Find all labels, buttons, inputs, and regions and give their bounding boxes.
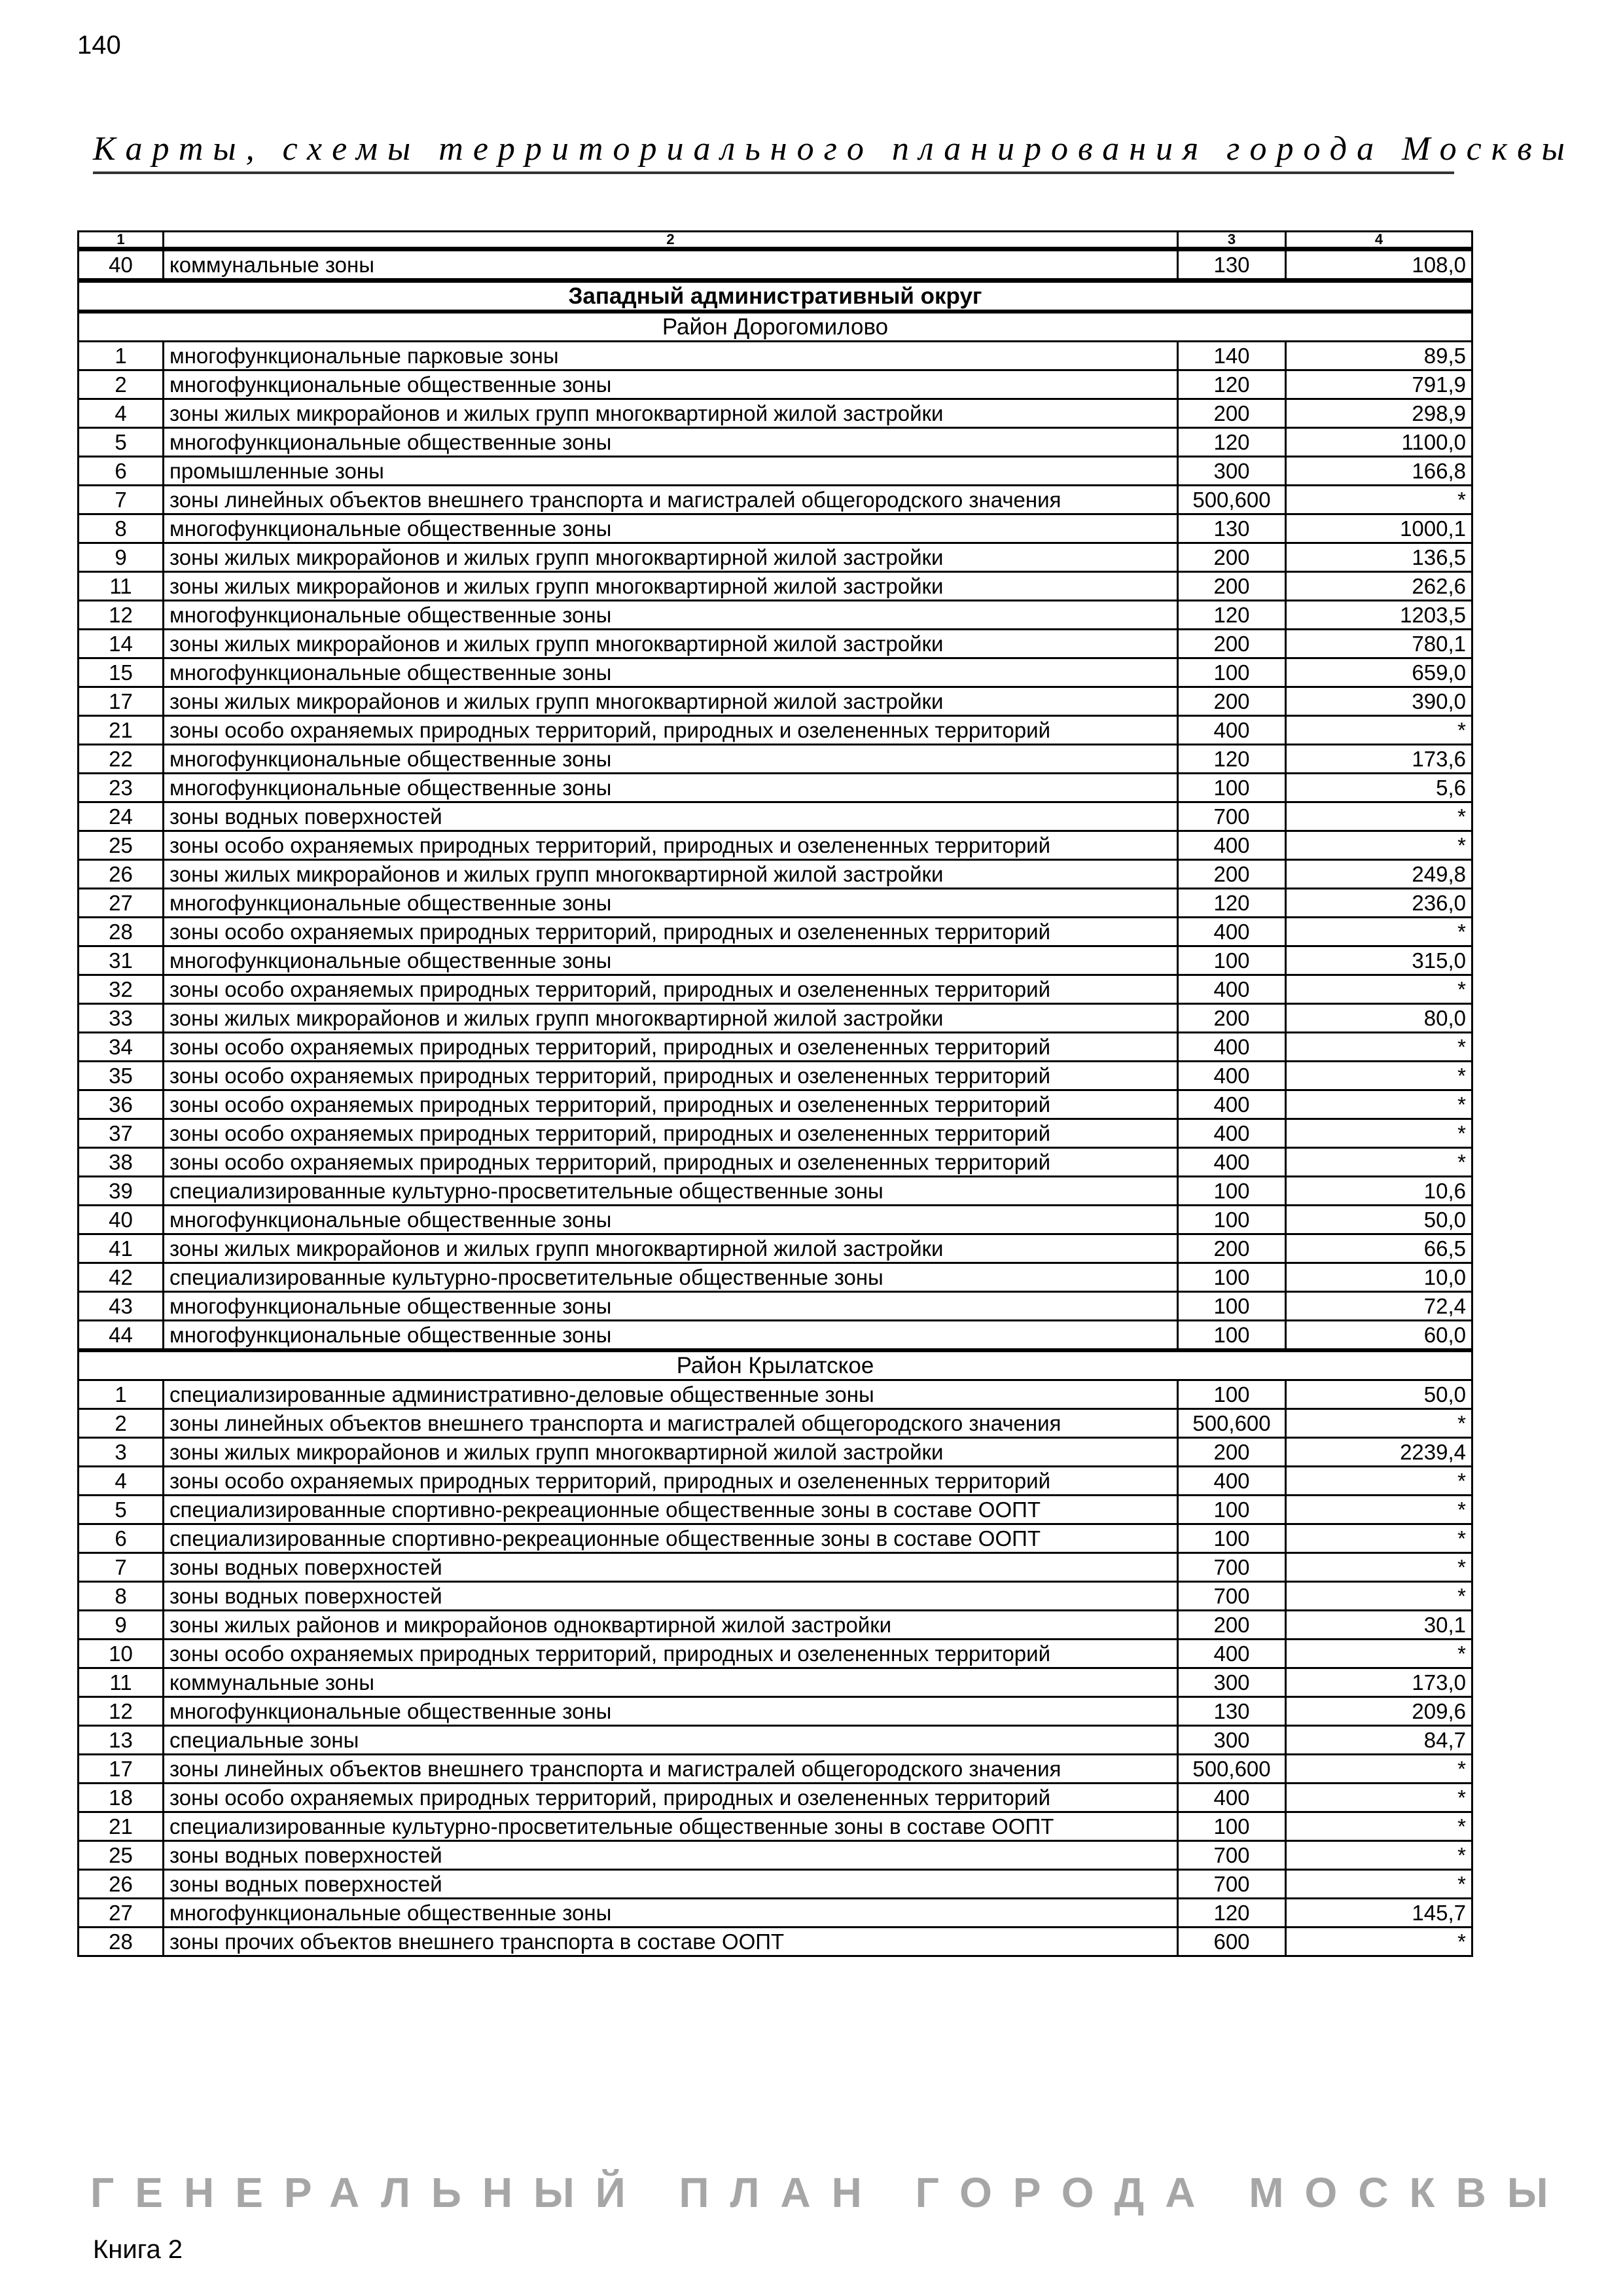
zone-area: 315,0 [1286, 946, 1472, 975]
zone-name: коммунальные зоны [164, 249, 1178, 281]
zone-area: * [1286, 1928, 1472, 1956]
zone-code: 200 [1178, 687, 1286, 716]
table-row [79, 1582, 1472, 1611]
zone-area: 166,8 [1286, 457, 1472, 486]
zone-area: * [1286, 1812, 1472, 1841]
zone-name: зоны особо охраняемых природных территорий, природных и озелененных территорий [164, 1090, 1178, 1119]
zone-code: 100 [1178, 946, 1286, 975]
zone-area: * [1286, 1553, 1472, 1582]
table-row [79, 1380, 1472, 1409]
table-row [79, 1524, 1472, 1553]
running-header: Карты, схемы территориального планирования города Москвы [93, 130, 1575, 168]
zone-name: зоны жилых районов и микрорайонов одноквартирной жилой застройки [164, 1611, 1178, 1640]
table-row [79, 1841, 1472, 1870]
table-row [79, 1409, 1472, 1438]
zone-area: 1100,0 [1286, 428, 1472, 457]
zone-area: * [1286, 1755, 1472, 1784]
zone-code: 400 [1178, 1062, 1286, 1090]
zone-name: коммунальные зоны [164, 1668, 1178, 1697]
table-row [79, 1812, 1472, 1841]
zone-code: 130 [1178, 249, 1286, 281]
zone-code: 200 [1178, 543, 1286, 572]
zone-area: * [1286, 1582, 1472, 1611]
zone-area: 780,1 [1286, 630, 1472, 658]
row-number: 25 [79, 831, 164, 860]
zone-area: * [1286, 1090, 1472, 1119]
zone-area: * [1286, 802, 1472, 831]
row-number: 38 [79, 1148, 164, 1177]
zone-name: многофункциональные общественные зоны [164, 428, 1178, 457]
zone-name: многофункциональные общественные зоны [164, 1899, 1178, 1928]
row-number: 17 [79, 687, 164, 716]
zone-area: 5,6 [1286, 774, 1472, 802]
zone-name: зоны водных поверхностей [164, 1870, 1178, 1899]
zone-code: 120 [1178, 601, 1286, 630]
row-number: 8 [79, 514, 164, 543]
footer-book-label: Книга 2 [93, 2235, 183, 2264]
zone-code: 100 [1178, 1524, 1286, 1553]
row-number: 17 [79, 1755, 164, 1784]
table-row [79, 687, 1472, 716]
row-number: 21 [79, 716, 164, 745]
zone-code: 130 [1178, 1697, 1286, 1726]
zone-area: * [1286, 1841, 1472, 1870]
zone-code: 400 [1178, 1148, 1286, 1177]
table-row [79, 860, 1472, 889]
row-number: 28 [79, 1928, 164, 1956]
table-row [79, 1234, 1472, 1263]
zone-code: 200 [1178, 1234, 1286, 1263]
zone-name: зоны особо охраняемых природных территорий, природных и озелененных территорий [164, 1062, 1178, 1090]
row-number: 43 [79, 1292, 164, 1321]
zone-area: 60,0 [1286, 1321, 1472, 1351]
zone-area: 80,0 [1286, 1004, 1472, 1033]
zone-code: 500,600 [1178, 486, 1286, 514]
row-number: 24 [79, 802, 164, 831]
row-number: 44 [79, 1321, 164, 1351]
table-row [79, 249, 1472, 281]
zone-name: многофункциональные парковые зоны [164, 342, 1178, 370]
zone-name: зоны водных поверхностей [164, 1841, 1178, 1870]
zone-code: 200 [1178, 630, 1286, 658]
zone-name: специализированные культурно-просветительные общественные зоны [164, 1263, 1178, 1292]
zone-area: 66,5 [1286, 1234, 1472, 1263]
row-number: 34 [79, 1033, 164, 1062]
zone-code: 130 [1178, 514, 1286, 543]
zone-area: 173,0 [1286, 1668, 1472, 1697]
district-title-row [79, 1350, 1472, 1380]
zone-name: зоны особо охраняемых природных территорий, природных и озелененных территорий [164, 1640, 1178, 1668]
table-row [79, 975, 1472, 1004]
zone-code: 200 [1178, 1004, 1286, 1033]
table-row [79, 1784, 1472, 1812]
zone-code: 100 [1178, 658, 1286, 687]
zone-name: специализированные административно-деловые общественные зоны [164, 1380, 1178, 1409]
row-number: 22 [79, 745, 164, 774]
district-title-row [79, 312, 1472, 342]
zone-area: 136,5 [1286, 543, 1472, 572]
zone-code: 120 [1178, 428, 1286, 457]
zone-code: 100 [1178, 1812, 1286, 1841]
row-number: 1 [79, 1380, 164, 1409]
zone-area: 84,7 [1286, 1726, 1472, 1755]
zone-code: 100 [1178, 1206, 1286, 1234]
zone-name: зоны жилых микрорайонов и жилых групп многоквартирной жилой застройки [164, 543, 1178, 572]
column-header-2: 2 [164, 232, 1178, 249]
zone-name: зоны жилых микрорайонов и жилых групп многоквартирной жилой застройки [164, 399, 1178, 428]
zone-name: зоны особо охраняемых природных территорий, природных и озелененных территорий [164, 1148, 1178, 1177]
row-number: 39 [79, 1177, 164, 1206]
zone-area: 2239,4 [1286, 1438, 1472, 1467]
row-number: 26 [79, 860, 164, 889]
zone-area: * [1286, 1870, 1472, 1899]
table-row [79, 370, 1472, 399]
table-row [79, 1467, 1472, 1496]
zone-name: зоны водных поверхностей [164, 802, 1178, 831]
table-row [79, 889, 1472, 918]
table-row [79, 918, 1472, 946]
zone-area: * [1286, 1409, 1472, 1438]
zone-code: 100 [1178, 1496, 1286, 1524]
table-row [79, 1438, 1472, 1467]
table-row [79, 1004, 1472, 1033]
zone-name: зоны жилых микрорайонов и жилых групп многоквартирной жилой застройки [164, 1234, 1178, 1263]
table-row [79, 1928, 1472, 1956]
zone-name: зоны особо охраняемых природных территорий, природных и озелененных территорий [164, 918, 1178, 946]
table-row [79, 1755, 1472, 1784]
table-row [79, 1062, 1472, 1090]
row-number: 42 [79, 1263, 164, 1292]
zone-area: * [1286, 1467, 1472, 1496]
zone-name: зоны жилых микрорайонов и жилых групп многоквартирной жилой застройки [164, 572, 1178, 601]
zone-code: 100 [1178, 1292, 1286, 1321]
table-row [79, 543, 1472, 572]
zone-area: * [1286, 1496, 1472, 1524]
table-row [79, 1870, 1472, 1899]
column-header-row [79, 232, 1472, 249]
zone-name: зоны особо охраняемых природных территорий, природных и озелененных территорий [164, 1467, 1178, 1496]
table-row [79, 1206, 1472, 1234]
zone-area: 72,4 [1286, 1292, 1472, 1321]
row-number: 7 [79, 1553, 164, 1582]
row-number: 2 [79, 370, 164, 399]
table-row [79, 630, 1472, 658]
zone-code: 400 [1178, 716, 1286, 745]
row-number: 28 [79, 918, 164, 946]
row-number: 36 [79, 1090, 164, 1119]
table-row [79, 1496, 1472, 1524]
zone-code: 200 [1178, 399, 1286, 428]
district-title: Район Дорогомилово [79, 312, 1472, 342]
column-header-1: 1 [79, 232, 164, 249]
zone-name: промышленные зоны [164, 457, 1178, 486]
zone-area: * [1286, 1062, 1472, 1090]
zone-area: 1000,1 [1286, 514, 1472, 543]
row-number: 41 [79, 1234, 164, 1263]
zone-name: зоны водных поверхностей [164, 1553, 1178, 1582]
table-row [79, 658, 1472, 687]
zone-name: многофункциональные общественные зоны [164, 370, 1178, 399]
row-number: 13 [79, 1726, 164, 1755]
column-header-4: 4 [1286, 232, 1472, 249]
table-row [79, 1899, 1472, 1928]
zone-area: 262,6 [1286, 572, 1472, 601]
zone-area: 50,0 [1286, 1206, 1472, 1234]
zone-code: 200 [1178, 1438, 1286, 1467]
zone-name: многофункциональные общественные зоны [164, 1321, 1178, 1351]
zone-code: 300 [1178, 1668, 1286, 1697]
zone-name: зоны жилых микрорайонов и жилых групп многоквартирной жилой застройки [164, 860, 1178, 889]
zone-code: 700 [1178, 1582, 1286, 1611]
row-number: 3 [79, 1438, 164, 1467]
zone-name: зоны линейных объектов внешнего транспорта и магистралей общегородского значения [164, 486, 1178, 514]
row-number: 12 [79, 601, 164, 630]
row-number: 18 [79, 1784, 164, 1812]
footer-title: ГЕНЕРАЛЬНЫЙ ПЛАН ГОРОДА МОСКВЫ [90, 2169, 1569, 2216]
header-rule [93, 171, 1454, 174]
zone-code: 100 [1178, 1177, 1286, 1206]
zone-name: зоны жилых микрорайонов и жилых групп многоквартирной жилой застройки [164, 687, 1178, 716]
zone-name: зоны линейных объектов внешнего транспорта и магистралей общегородского значения [164, 1409, 1178, 1438]
row-number: 15 [79, 658, 164, 687]
zone-code: 120 [1178, 889, 1286, 918]
zone-name: многофункциональные общественные зоны [164, 514, 1178, 543]
row-number: 4 [79, 399, 164, 428]
zone-area: * [1286, 831, 1472, 860]
zone-name: многофункциональные общественные зоны [164, 1206, 1178, 1234]
zone-name: многофункциональные общественные зоны [164, 745, 1178, 774]
row-number: 21 [79, 1812, 164, 1841]
zone-area: 390,0 [1286, 687, 1472, 716]
zone-area: 298,9 [1286, 399, 1472, 428]
zone-code: 400 [1178, 1119, 1286, 1148]
zone-area: 236,0 [1286, 889, 1472, 918]
row-number: 9 [79, 1611, 164, 1640]
row-number: 27 [79, 889, 164, 918]
zone-code: 400 [1178, 1640, 1286, 1668]
zone-code: 300 [1178, 457, 1286, 486]
row-number: 14 [79, 630, 164, 658]
row-number: 9 [79, 543, 164, 572]
zone-name: многофункциональные общественные зоны [164, 601, 1178, 630]
row-number: 35 [79, 1062, 164, 1090]
row-number: 32 [79, 975, 164, 1004]
table-row [79, 802, 1472, 831]
table-row [79, 1726, 1472, 1755]
table-row [79, 601, 1472, 630]
table-row [79, 831, 1472, 860]
zone-area: * [1286, 486, 1472, 514]
table-row [79, 745, 1472, 774]
zone-area: 249,8 [1286, 860, 1472, 889]
table-row [79, 457, 1472, 486]
zone-area: 89,5 [1286, 342, 1472, 370]
zone-area: 30,1 [1286, 1611, 1472, 1640]
table-row [79, 946, 1472, 975]
table-row [79, 1033, 1472, 1062]
zone-area: 791,9 [1286, 370, 1472, 399]
zone-code: 400 [1178, 831, 1286, 860]
okrug-title-row [79, 281, 1472, 312]
table-row [79, 1321, 1472, 1351]
zone-area: 108,0 [1286, 249, 1472, 281]
zone-area: 659,0 [1286, 658, 1472, 687]
zone-name: зоны особо охраняемых природных территорий, природных и озелененных территорий [164, 975, 1178, 1004]
table-row [79, 486, 1472, 514]
zone-code: 500,600 [1178, 1409, 1286, 1438]
table-row [79, 514, 1472, 543]
row-number: 1 [79, 342, 164, 370]
zone-area: 145,7 [1286, 1899, 1472, 1928]
zone-name: зоны прочих объектов внешнего транспорта в составе ООПТ [164, 1928, 1178, 1956]
row-number: 7 [79, 486, 164, 514]
zone-code: 400 [1178, 1467, 1286, 1496]
row-number: 27 [79, 1899, 164, 1928]
row-number: 37 [79, 1119, 164, 1148]
zone-code: 100 [1178, 1380, 1286, 1409]
table-row [79, 342, 1472, 370]
zone-name: зоны жилых микрорайонов и жилых групп многоквартирной жилой застройки [164, 1438, 1178, 1467]
zone-code: 400 [1178, 1784, 1286, 1812]
zone-area: * [1286, 1119, 1472, 1148]
table-row [79, 1668, 1472, 1697]
row-number: 10 [79, 1640, 164, 1668]
zone-name: специализированные спортивно-рекреационные общественные зоны в составе ООПТ [164, 1524, 1178, 1553]
zone-name: зоны особо охраняемых природных территорий, природных и озелененных территорий [164, 1784, 1178, 1812]
zone-name: зоны особо охраняемых природных территорий, природных и озелененных территорий [164, 1119, 1178, 1148]
column-header-3: 3 [1178, 232, 1286, 249]
zone-area: * [1286, 716, 1472, 745]
table-row [79, 1090, 1472, 1119]
zone-name: зоны линейных объектов внешнего транспорта и магистралей общегородского значения [164, 1755, 1178, 1784]
row-number: 2 [79, 1409, 164, 1438]
table-row [79, 1119, 1472, 1148]
zone-code: 700 [1178, 1553, 1286, 1582]
zone-name: многофункциональные общественные зоны [164, 658, 1178, 687]
table-row [79, 428, 1472, 457]
row-number: 25 [79, 1841, 164, 1870]
table-row [79, 1263, 1472, 1292]
zone-name: специализированные спортивно-рекреационные общественные зоны в составе ООПТ [164, 1496, 1178, 1524]
zone-name: зоны особо охраняемых природных территорий, природных и озелененных территорий [164, 1033, 1178, 1062]
zone-code: 600 [1178, 1928, 1286, 1956]
zone-code: 200 [1178, 572, 1286, 601]
zone-name: специальные зоны [164, 1726, 1178, 1755]
zone-code: 300 [1178, 1726, 1286, 1755]
zone-name: многофункциональные общественные зоны [164, 1697, 1178, 1726]
table-row [79, 1148, 1472, 1177]
zone-code: 120 [1178, 1899, 1286, 1928]
zone-code: 400 [1178, 918, 1286, 946]
table-row [79, 1611, 1472, 1640]
row-number: 33 [79, 1004, 164, 1033]
row-number: 6 [79, 1524, 164, 1553]
zone-code: 100 [1178, 1321, 1286, 1351]
zone-name: многофункциональные общественные зоны [164, 774, 1178, 802]
zone-code: 500,600 [1178, 1755, 1286, 1784]
zone-name: многофункциональные общественные зоны [164, 889, 1178, 918]
row-number: 40 [79, 249, 164, 281]
row-number: 6 [79, 457, 164, 486]
zone-name: многофункциональные общественные зоны [164, 946, 1178, 975]
zone-area: * [1286, 1524, 1472, 1553]
zones-table-body [79, 232, 1472, 1956]
zone-code: 200 [1178, 1611, 1286, 1640]
row-number: 40 [79, 1206, 164, 1234]
zone-area: 1203,5 [1286, 601, 1472, 630]
row-number: 12 [79, 1697, 164, 1726]
zone-code: 700 [1178, 802, 1286, 831]
row-number: 5 [79, 428, 164, 457]
row-number: 11 [79, 1668, 164, 1697]
page-number: 140 [77, 31, 121, 60]
zone-area: * [1286, 1033, 1472, 1062]
zone-code: 120 [1178, 745, 1286, 774]
zone-name: зоны особо охраняемых природных территорий, природных и озелененных территорий [164, 831, 1178, 860]
zone-code: 200 [1178, 860, 1286, 889]
row-number: 4 [79, 1467, 164, 1496]
row-number: 31 [79, 946, 164, 975]
zone-code: 400 [1178, 975, 1286, 1004]
zone-area: * [1286, 975, 1472, 1004]
zone-code: 120 [1178, 370, 1286, 399]
table-row [79, 1553, 1472, 1582]
row-number: 23 [79, 774, 164, 802]
zone-code: 700 [1178, 1841, 1286, 1870]
zones-table [77, 230, 1473, 1957]
zone-code: 100 [1178, 774, 1286, 802]
zone-name: специализированные культурно-просветительные общественные зоны [164, 1177, 1178, 1206]
table-row [79, 1640, 1472, 1668]
row-number: 5 [79, 1496, 164, 1524]
district-title: Район Крылатское [79, 1350, 1472, 1380]
zone-area: * [1286, 918, 1472, 946]
zone-name: зоны жилых микрорайонов и жилых групп многоквартирной жилой застройки [164, 630, 1178, 658]
zone-area: 50,0 [1286, 1380, 1472, 1409]
zone-area: 173,6 [1286, 745, 1472, 774]
zone-name: зоны особо охраняемых природных территорий, природных и озелененных территорий [164, 716, 1178, 745]
zone-code: 140 [1178, 342, 1286, 370]
table-row [79, 1177, 1472, 1206]
zone-area: * [1286, 1640, 1472, 1668]
zone-name: зоны водных поверхностей [164, 1582, 1178, 1611]
table-row [79, 774, 1472, 802]
table-row [79, 716, 1472, 745]
zone-name: многофункциональные общественные зоны [164, 1292, 1178, 1321]
zone-area: * [1286, 1784, 1472, 1812]
zone-code: 100 [1178, 1263, 1286, 1292]
zone-area: * [1286, 1148, 1472, 1177]
zone-code: 400 [1178, 1090, 1286, 1119]
zone-area: 10,6 [1286, 1177, 1472, 1206]
okrug-title: Западный административный округ [79, 281, 1472, 312]
zone-area: 10,0 [1286, 1263, 1472, 1292]
table-row [79, 1292, 1472, 1321]
table-row [79, 399, 1472, 428]
zone-name: специализированные культурно-просветительные общественные зоны в составе ООПТ [164, 1812, 1178, 1841]
table-row [79, 1697, 1472, 1726]
zone-name: зоны жилых микрорайонов и жилых групп многоквартирной жилой застройки [164, 1004, 1178, 1033]
row-number: 8 [79, 1582, 164, 1611]
row-number: 26 [79, 1870, 164, 1899]
table-row [79, 572, 1472, 601]
zone-code: 400 [1178, 1033, 1286, 1062]
zone-area: 209,6 [1286, 1697, 1472, 1726]
zone-code: 700 [1178, 1870, 1286, 1899]
row-number: 11 [79, 572, 164, 601]
